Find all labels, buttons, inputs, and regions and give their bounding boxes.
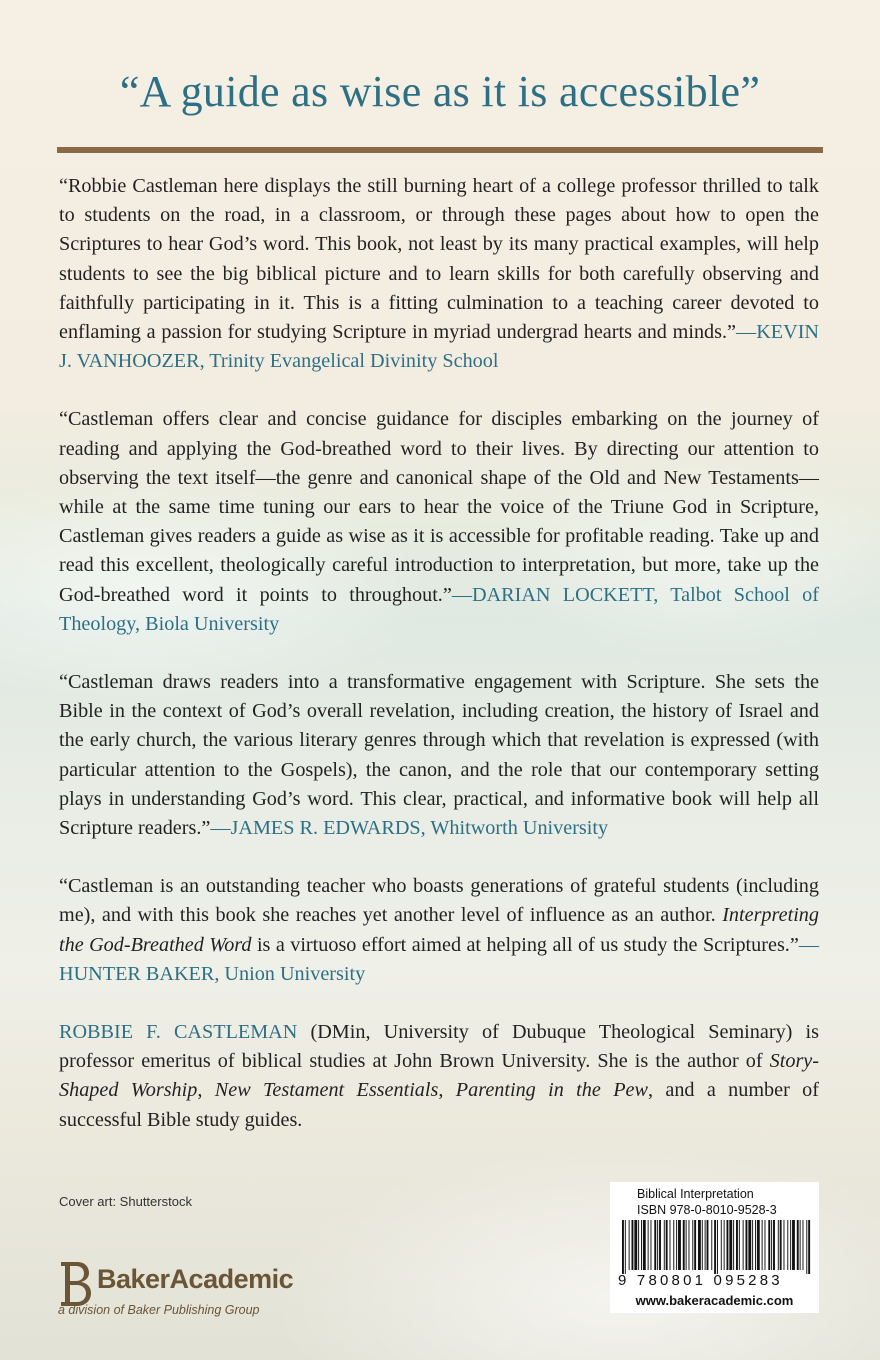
- barcode-bar: [666, 1220, 668, 1270]
- barcode-bar: [676, 1220, 677, 1270]
- barcode-bar: [705, 1220, 706, 1270]
- barcode-bar: [659, 1220, 661, 1270]
- barcode-bar: [806, 1220, 807, 1274]
- endorsement-lockett: [59, 405, 819, 639]
- endorsement-attribution: —JAMES R. EDWARDS, Whitworth University: [210, 817, 609, 840]
- endorsement-text: “Castleman draws readers into a transformative engagement with Scripture. She sets the Bible in the context of God’s overall revelation, including creation, the history of Israel and the early church, the various literary genres through which that revelation is expressed (with particular attention to the Gospels), the canon, and the role that our contemporary setting plays in understanding God’s word. This clear, practical, and informative book will help all Scripture readers.”: [59, 671, 819, 840]
- barcode-bar: [748, 1220, 751, 1270]
- book-title-2: New Testament Essentials: [214, 1079, 439, 1102]
- barcode-bar: [707, 1220, 709, 1270]
- barcode-bar: [673, 1220, 674, 1270]
- barcode-bar: [689, 1220, 690, 1270]
- barcode-bar: [729, 1220, 732, 1270]
- bio-separator: ,: [197, 1079, 215, 1102]
- book-title-3: Parenting in the Pew: [455, 1079, 648, 1102]
- barcode-bar: [733, 1220, 734, 1270]
- publisher-name: BakerAcademic: [97, 1264, 294, 1294]
- barcode-bar: [739, 1220, 740, 1270]
- barcode-bar: [643, 1220, 646, 1270]
- barcode-bar: [632, 1220, 634, 1270]
- publisher-tagline: a division of Baker Publishing Group: [58, 1303, 260, 1317]
- headline-divider: [57, 147, 823, 153]
- barcode-bar: [657, 1220, 658, 1270]
- publisher-logo: [57, 1258, 337, 1318]
- barcode-bar: [641, 1220, 642, 1270]
- barcode-bar: [654, 1220, 656, 1270]
- barcode-bar: [714, 1220, 716, 1274]
- barcode-bar: [771, 1220, 772, 1270]
- barcode-bar: [797, 1220, 799, 1270]
- barcode-bar: [780, 1220, 782, 1270]
- author-name: ROBBIE F. CASTLEMAN: [59, 1021, 298, 1044]
- barcode-bar: [752, 1220, 753, 1270]
- barcode-bar: [746, 1220, 748, 1270]
- barcode-bar: [755, 1220, 756, 1270]
- barcode-bar: [792, 1220, 795, 1270]
- barcode-bar: [634, 1220, 637, 1270]
- barcode-bar: [778, 1220, 779, 1270]
- barcode-digits: 9 780801 095283: [618, 1272, 783, 1289]
- endorsement-vanhoozer: [59, 172, 819, 376]
- barcode-bar: [678, 1220, 681, 1270]
- endorsement-text-end: is a virtuoso effort aimed at helping all of us study the Scriptures.”: [251, 933, 799, 956]
- barcode-bar: [787, 1220, 788, 1270]
- author-bio: [59, 1018, 819, 1135]
- barcode-bar: [717, 1220, 718, 1274]
- barcode-bar: [800, 1220, 801, 1270]
- book-title-1: Story-Shaped Worship: [59, 1050, 819, 1102]
- barcode-bar: [768, 1220, 770, 1270]
- endorsements: [59, 172, 819, 1135]
- barcode-bar: [698, 1220, 701, 1270]
- endorsement-baker: [59, 872, 819, 989]
- barcode-bar: [702, 1220, 703, 1270]
- barcode-bar: [765, 1220, 766, 1270]
- endorsement-edwards: [59, 668, 819, 843]
- endorsement-text: “Castleman is an outstanding teacher who boasts generations of grateful students (including me), and with this book she reaches yet another level of influence as an author.: [59, 875, 819, 927]
- back-cover-headline: “A guide as wise as it is accessible”: [119, 67, 761, 116]
- barcode-bar: [664, 1220, 665, 1270]
- barcode-bar: [711, 1220, 712, 1270]
- bio-text: (DMin, University of Dubuque Theological Seminary) is professor emeritus of biblical studies at John Brown University. She is the author of: [59, 1021, 819, 1073]
- barcode-bar: [638, 1220, 639, 1270]
- endorsement-attribution: —KEVIN J. VANHOOZER, Trinity Evangelical Divinity School: [59, 321, 819, 373]
- barcode-bar: [622, 1220, 624, 1274]
- isbn-number: ISBN 978-0-8010-9528-3: [637, 1203, 777, 1217]
- barcode-bar: [803, 1220, 804, 1270]
- endorsement-attribution: —DARIAN LOCKETT, Talbot School of Theology, Biola University: [59, 583, 819, 635]
- barcode-bar: [670, 1220, 671, 1270]
- subject-category: Biblical Interpretation: [637, 1187, 754, 1201]
- barcode-bar: [743, 1220, 744, 1270]
- barcode-bar: [686, 1220, 687, 1270]
- barcode-panel: [610, 1182, 819, 1313]
- cover-art-credit: Cover art: Shutterstock: [59, 1194, 192, 1209]
- bio-text-end: , and a number of successful Bible study guides.: [59, 1079, 820, 1131]
- barcode-bar: [757, 1220, 760, 1270]
- endorsement-text: “Robbie Castleman here displays the still burning heart of a college professor thrilled to talk to students on the road, in a classroom, or through these pages about how to open the Scriptures to hear God’s word. This book, not least by its many practical examples, will help students to see the big biblical picture and to learn skills for both carefully observing and faithfully participating in it. This is a fitting culmination to a teaching career devoted to enflaming a passion for studying Scripture in myriad undergrad hearts and minds.”: [59, 175, 819, 344]
- barcode-bar: [773, 1220, 775, 1270]
- barcode-bars: [620, 1220, 812, 1274]
- endorsement-attribution: —HUNTER BAKER, Union University: [59, 933, 819, 985]
- publisher-url: www.bakeracademic.com: [635, 1293, 794, 1308]
- barcode-bar: [762, 1220, 763, 1270]
- barcode-bar: [727, 1220, 729, 1270]
- barcode-bar: [721, 1220, 722, 1270]
- barcode-bar: [694, 1220, 696, 1270]
- barcode-bar: [648, 1220, 649, 1270]
- barcode-bar: [790, 1220, 791, 1270]
- barcode-bar: [808, 1220, 810, 1274]
- endorsement-text: “Castleman offers clear and concise guidance for disciples embarking on the journey of reading and applying the God-breathed word to their lives. By directing our attention to observing the text itself—the genre and canonical shape of the Old and New Testaments—while at the same time tuning our ears to hear the voice of the Triune God in Scripture, Castleman gives readers a guide as wise as it is accessible for profitable reading. Take up and read this excellent, theologically careful introduction to interpretation, but more, take up the God-breathed word it points to throughout.”: [59, 408, 819, 606]
- barcode-bar: [625, 1220, 626, 1274]
- barcode-bar: [724, 1220, 725, 1270]
- barcode-bar: [692, 1220, 693, 1270]
- barcode-bar: [629, 1220, 630, 1270]
- barcode-bar: [736, 1220, 738, 1270]
- bio-separator: ,: [438, 1079, 456, 1102]
- book-title: Interpreting the God-Breathed Word: [59, 904, 819, 956]
- barcode-bar: [683, 1220, 685, 1270]
- barcode-bar: [784, 1220, 785, 1270]
- barcode-bar: [651, 1220, 652, 1270]
